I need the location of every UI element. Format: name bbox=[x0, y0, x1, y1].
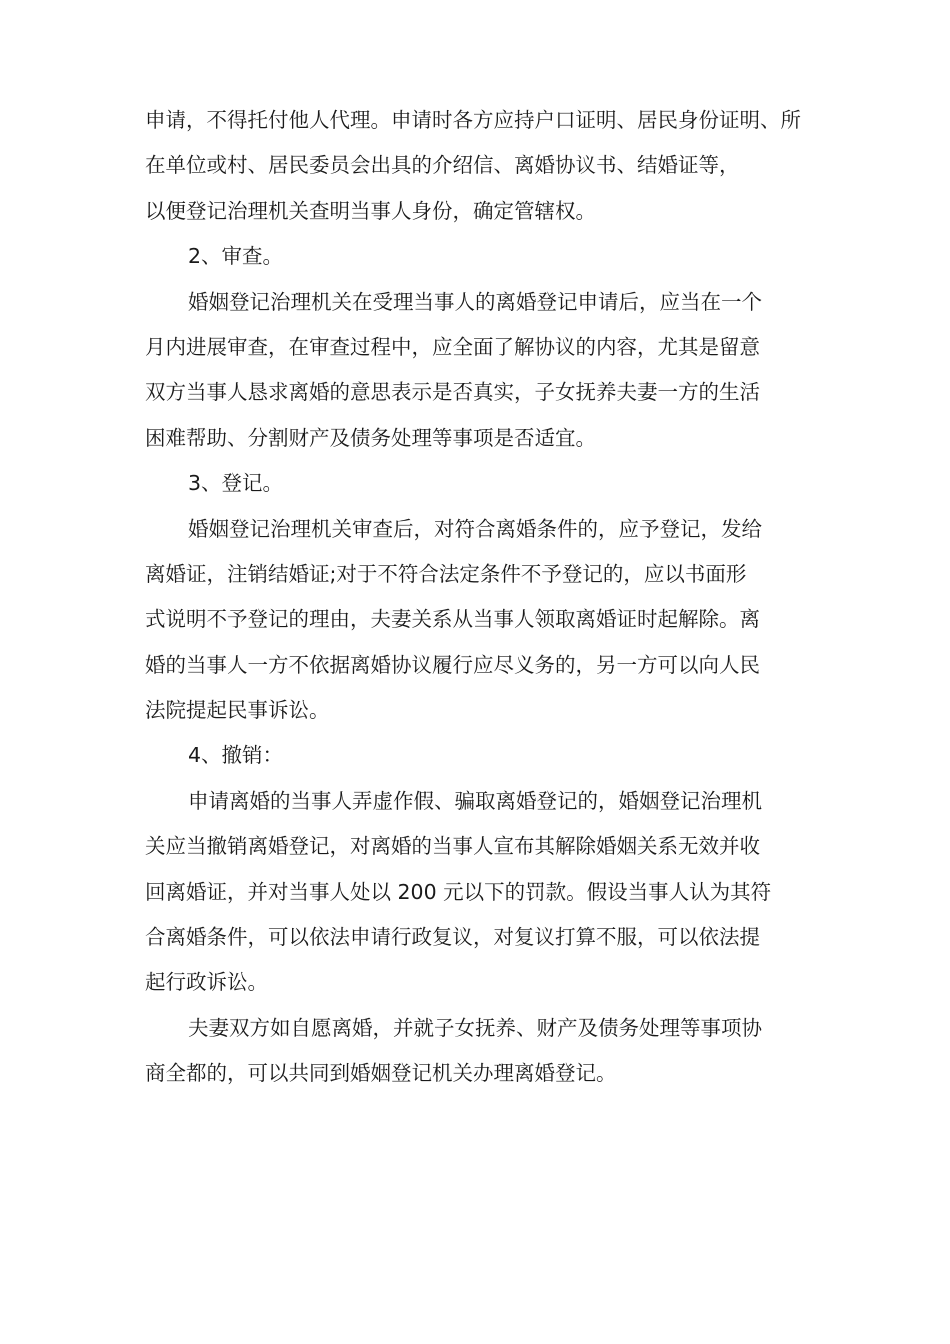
section-heading-review: 2、审查。 bbox=[188, 244, 284, 269]
text-line: 起行政诉讼。 bbox=[145, 970, 268, 995]
text-line: 申请离婚的当事人弄虚作假、骗取离婚登记的，婚姻登记治理机 bbox=[188, 788, 762, 813]
section-heading-registration: 3、登记。 bbox=[188, 471, 284, 496]
text-line: 以便登记治理机关查明当事人身份，确定管辖权。 bbox=[145, 198, 596, 223]
text-line: 商全都的，可以共同到婚姻登记机关办理离婚登记。 bbox=[145, 1061, 617, 1086]
text-line: 合离婚条件，可以依法申请行政复议，对复议打算不服，可以依法提 bbox=[145, 925, 760, 950]
text-line: 困难帮助、分割财产及债务处理等事项是否适宜。 bbox=[145, 425, 596, 450]
text-line: 婚的当事人一方不依据离婚协议履行应尽义务的，另一方可以向人民 bbox=[145, 652, 760, 677]
text-line: 式说明不予登记的理由，夫妻关系从当事人领取离婚证时起解除。离 bbox=[145, 607, 760, 632]
text-line: 关应当撤销离婚登记，对离婚的当事人宣布其解除婚姻关系无效并收 bbox=[145, 834, 760, 859]
text-line: 回离婚证，并对当事人处以 200 元以下的罚款。假设当事人认为其符 bbox=[145, 879, 772, 904]
section-heading-revocation: 4、撤销： bbox=[188, 743, 284, 768]
text-line: 月内进展审查，在审查过程中，应全面了解协议的内容，尤其是留意 bbox=[145, 334, 760, 359]
text-line: 法院提起民事诉讼。 bbox=[145, 698, 330, 723]
text-line: 离婚证，注销结婚证;对于不符合法定条件不予登记的，应以书面形 bbox=[145, 561, 747, 586]
text-line: 婚姻登记治理机关在受理当事人的离婚登记申请后，应当在一个 bbox=[188, 289, 762, 314]
text-line: 夫妻双方如自愿离婚，并就子女抚养、财产及债务处理等事项协 bbox=[188, 1015, 762, 1040]
text-line: 双方当事人恳求离婚的意思表示是否真实，子女抚养夫妻一方的生活 bbox=[145, 380, 760, 405]
text-line: 婚姻登记治理机关审查后，对符合离婚条件的，应予登记，发给 bbox=[188, 516, 762, 541]
document-body bbox=[145, 98, 815, 1097]
text-line: 申请，不得托付他人代理。申请时各方应持户口证明、居民身份证明、所 bbox=[145, 108, 801, 132]
text-line: 在单位或村、居民委员会出具的介绍信、离婚协议书、结婚证等， bbox=[145, 153, 740, 178]
